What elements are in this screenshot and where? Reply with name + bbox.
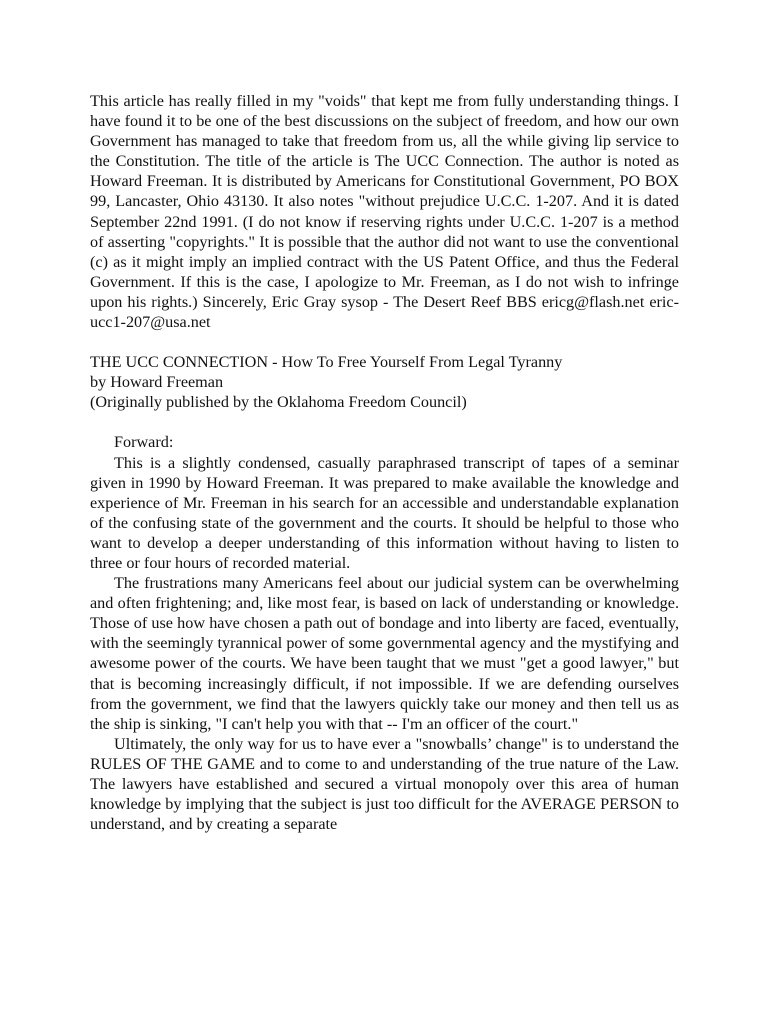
- body-paragraph: The frustrations many Americans feel about our judicial system can be overwhelming and often frightening; and, like most fear, is based on lack of understanding or knowledge. Those of use how have chosen a path out of bondage and into liberty are faced, eventually, with the seemingly tyrannical power of some governmental agency and the mystifying and awesome power of the courts. We have been taught that we must "get a good lawyer," but that is becoming increasingly difficult, if not impossible. If we are defending ourselves from the government, we find that the lawyers quickly take our money and then tell us as the ship is sinking, "I can't help you with that -- I'm an officer of the court.": [90, 574, 679, 733]
- publication-note: (Originally published by the Oklahoma Freedom Council): [90, 393, 467, 412]
- body-paragraph: This is a slightly condensed, casually paraphrased transcript of tapes of a seminar given in 1990 by Howard Freeman. It was prepared to make available the knowledge and experience of Mr. Freeman in his search for an accessible and understandable explanation of the confusing state of the government and the courts. It should be helpful to those who want to develop a deeper understanding of this information without having to listen to three or four hours of recorded material.: [90, 453, 679, 572]
- document-page: [90, 91, 679, 834]
- body-paragraph: Ultimately, the only way for us to have ever a "snowballs’ change" is to understand the RULES OF THE GAME and to come to and understanding of the true nature of the Law. The lawyers have established and secured a virtual monopoly over this area of human knowledge by implying that the subject is just too difficult for the AVERAGE PERSON to understand, and by creating a separate: [90, 734, 679, 834]
- intro-paragraph: This article has really filled in my "voids" that kept me from fully understanding things. I have found it to be one of the best discussions on the subject of freedom, and how our own Government has managed to take that freedom from us, all the while giving lip service to the Constitution. The title of the article is The UCC Connection. The author is noted as Howard Freeman. It is distributed by Americans for Constitutional Government, PO BOX 99, Lancaster, Ohio 43130. It also notes "without prejudice U.C.C. 1-207. And it is dated September 22nd 1991. (I do not know if reserving rights under U.C.C. 1-207 is a method of asserting "copyrights." It is possible that the author did not want to use the conventional (c) as it might imply an implied contract with the US Patent Office, and thus the Federal Government. If this is the case, I apologize to Mr. Freeman, as I do not wish to infringe upon his rights.) Sincerely, Eric Gray sysop - The Desert Reef BBS ericg@flash.net eric-ucc1-207@usa.net: [90, 92, 679, 332]
- forward-heading: Forward:: [114, 433, 174, 452]
- byline: by Howard Freeman: [90, 373, 224, 392]
- article-header: [90, 352, 679, 412]
- article-title: THE UCC CONNECTION - How To Free Yourself From Legal Tyranny: [90, 353, 563, 372]
